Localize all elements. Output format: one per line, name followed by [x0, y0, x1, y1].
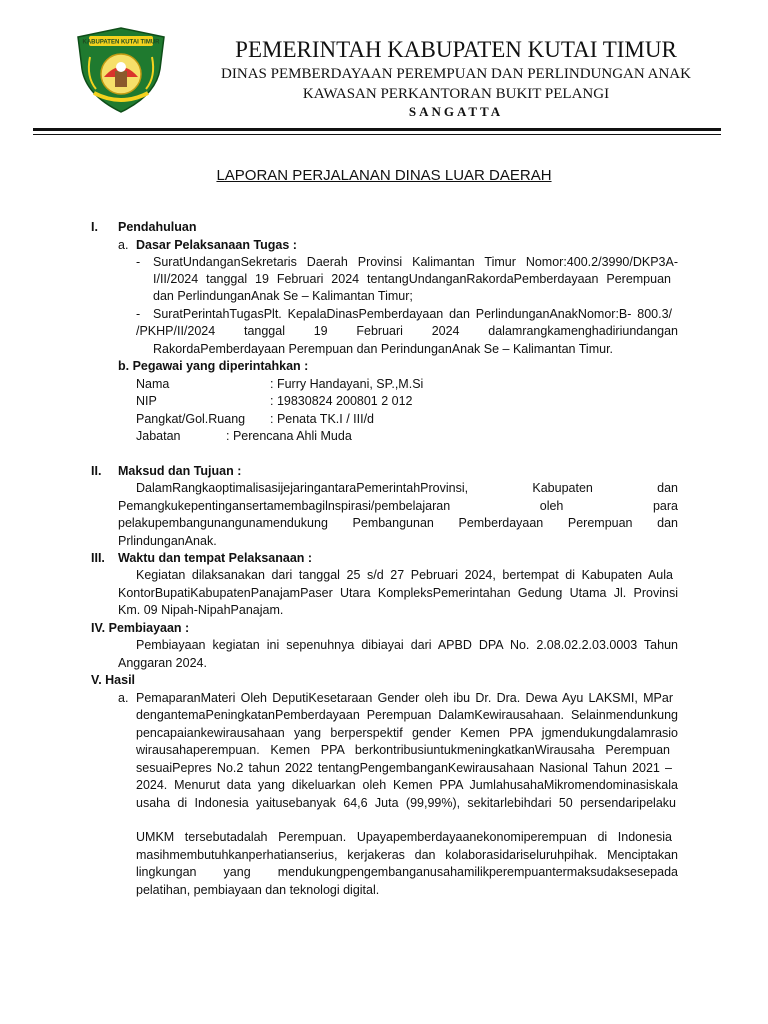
section-1-heading: Pendahuluan [118, 220, 197, 234]
pangkat-label: Pangkat/Gol.Ruang [136, 412, 246, 426]
section-5a-number: a. [118, 691, 129, 705]
section-1a-heading: Dasar Pelaksanaan Tugas : [136, 238, 297, 252]
header-city: SANGATTA [408, 104, 504, 119]
result-p1-line-6: 2024. Menurut data yang dikeluarkan oleh Kemen PPA JumlahusahaMikromendominasiskala [136, 778, 678, 792]
result-p1-line-2: dengantemaPeningkatanPemberdayaan Perempuan DalamKewirausahaan. Selainmendunkung [136, 708, 678, 722]
section-1b-heading: b. Pegawai yang diperintahkan : [118, 359, 309, 373]
schedule-line-3: Km. 09 Nipah-NipahPanajam. [118, 603, 284, 617]
jabatan-label: Jabatan [136, 429, 181, 443]
schedule-line-1: Kegiatan dilaksanakan dari tanggal 25 s/d 27 Pebruari 2024, bertempat di Kabupaten Aula [136, 568, 673, 582]
emblem-banner-text: KABUPATEN KUTAI TIMUR [82, 39, 160, 46]
purpose-line-2: Pemangkukepentingansertamembagilnspirasi/pembelajaran oleh para [118, 499, 678, 513]
header-government-name: PEMERINTAH KABUPATEN KUTAI TIMUR [235, 37, 677, 62]
section-1a-number: a. [118, 238, 129, 252]
basis-1-line-2: I/II/2024 tanggal 19 Februari 2024 tentangUndanganRakordaPemberdayaan Perempuan [153, 272, 671, 286]
nip-value: : 19830824 200801 2 012 [270, 394, 413, 408]
section-2-heading: Maksud dan Tujuan : [118, 464, 242, 478]
nip-label: NIP [136, 394, 157, 408]
purpose-line-3: pelakupembangunangunamendukung Pembangunan Pemberdayaan Perempuan dan [118, 516, 678, 530]
basis-2-line-3: RakordaPemberdayaan Perempuan dan PerindunganAnak Se – Kalimantan Timur. [153, 342, 614, 356]
funding-line-2: Anggaran 2024. [118, 656, 207, 670]
purpose-line-1: DalamRangkaoptimalisasijejaringantaraPemerintahProvinsi, Kabupaten dan [136, 481, 678, 495]
schedule-line-2: KontorBupatiKabupatenPanajamPaser Utara KompleksPemerintahan Gedung Utama Jl. Provinsi [118, 586, 678, 600]
basis-2-line-2: /PKHP/II/2024 tanggal 19 Februari 2024 dalamrangkamenghadiriundangan [136, 324, 678, 338]
section-2-number: II. [91, 464, 102, 478]
result-p2-line-3: lingkungan yang mendukungpengembanganusahamilikperempuantermaksudaksesepada [136, 865, 678, 879]
header-divider-thick [33, 128, 721, 131]
header-divider-thin [33, 134, 721, 135]
basis-1-line-1: SuratUndanganSekretaris Daerah Provinsi Kalimantan Timur Nomor:400.2/3990/DKP3A- [153, 255, 678, 269]
pangkat-value: : Penata TK.I / III/d [270, 412, 374, 426]
result-p1-line-5: sesuaiPepres No.2 tahun 2022 tentangPengembanganKewirausahaan Nasional Tahun 2021 – [136, 761, 672, 775]
result-p2-line-4: pelatihan, pembiayaan dan teknologi digital. [136, 883, 380, 897]
header-address: KAWASAN PERKANTORAN BUKIT PELANGI [302, 86, 610, 102]
header-agency-name: DINAS PEMBERDAYAAN PEREMPUAN DAN PERLINDUNGAN ANAK [221, 66, 691, 82]
document-title: LAPORAN PERJALANAN DINAS LUAR DAERAH [216, 167, 552, 184]
section-3-number: III. [91, 551, 105, 565]
section-1-number: I. [91, 220, 98, 234]
purpose-line-4: PrlindunganAnak. [118, 534, 217, 548]
nama-value: : Furry Handayani, SP.,M.Si [270, 377, 424, 391]
kutai-timur-emblem-icon [74, 27, 168, 113]
result-p2-line-1: UMKM tersebutadalah Perempuan. Upayapemberdayaanekonomiperempuan di Indonesia [136, 830, 672, 844]
result-p1-line-4: wirausahaperempuan. Kemen PPA berkontribusiuntukmeningkatkanWirausaha Perempuan [136, 743, 670, 757]
funding-line-1: Pembiayaan kegiatan ini sepenuhnya dibiayai dari APBD DPA No. 2.08.02.2.03.0003 Tahun [136, 638, 678, 652]
result-p1-line-7: usaha di Indonesia yaitusebanyak 64,6 Juta (99,99%), sekitarlebihdari 50 persendaripelaku [136, 796, 676, 810]
basis-2-line-1: SuratPerintahTugasPlt. KepalaDinasPemberdayaan dan PerlindunganAnakNomor:B- 800.3/ [153, 307, 672, 321]
result-p1-line-3: pencapaiankewirausahaan yang berperspektif gender Kemen PPA jgmendukungdalamrasio [136, 726, 678, 740]
section-5-heading: V. Hasil [91, 673, 136, 687]
result-p1-line-1: PemaparanMateri Oleh DeputiKesetaraan Gender oleh ibu Dr. Dra. Dewa Ayu LAKSMI, MPar [136, 691, 673, 705]
section-3-heading: Waktu dan tempat Pelaksanaan : [118, 551, 313, 565]
list-dash: - [136, 307, 141, 321]
jabatan-value: : Perencana Ahli Muda [226, 429, 352, 443]
section-4-heading: IV. Pembiayaan : [91, 621, 190, 635]
list-dash: - [136, 255, 141, 269]
result-p2-line-2: masihmembutuhkanperhatianserius, kerjakeras dan kolaborasidariseluruhpihak. Menciptakan [136, 848, 678, 862]
nama-label: Nama [136, 377, 170, 391]
basis-1-line-3: dan PerlindunganAnak Se – Kalimantan Timur; [153, 289, 413, 303]
